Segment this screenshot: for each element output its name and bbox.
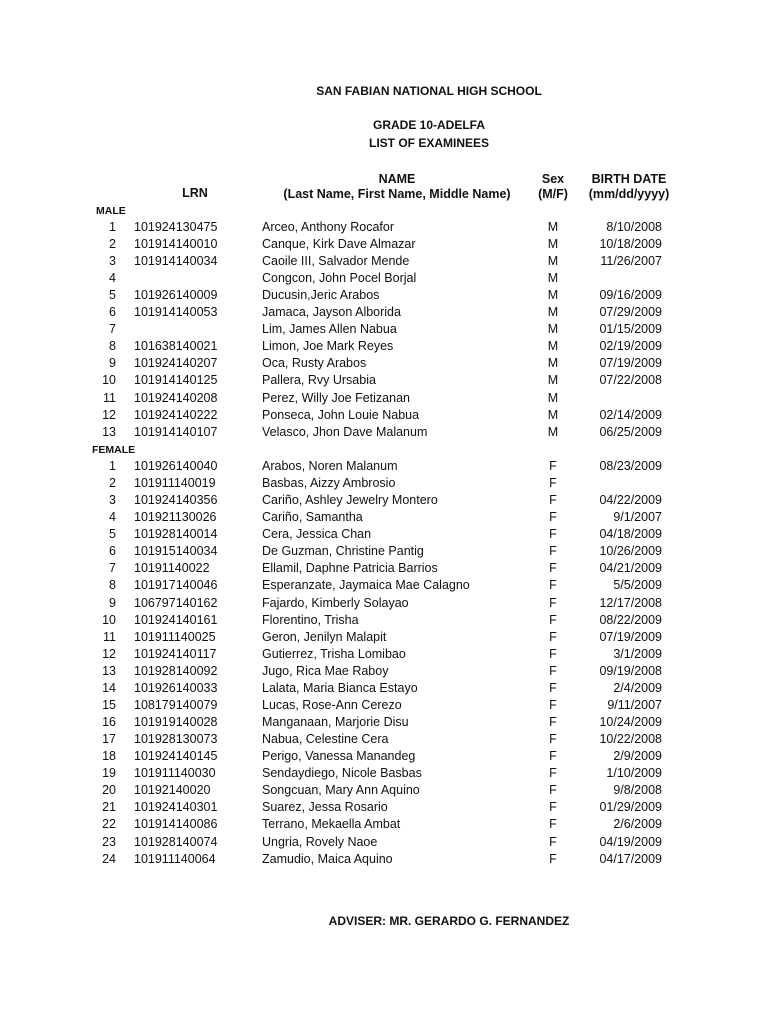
row-name: Pallera, Rvy Ursabia <box>262 373 376 388</box>
row-lrn: 101924130475 <box>134 220 218 234</box>
table-row <box>0 390 768 407</box>
row-lrn: 101921130026 <box>134 510 217 525</box>
row-sex: F <box>549 612 557 627</box>
row-lrn: 101924140117 <box>134 646 217 661</box>
row-birth-date: 9/1/2007 <box>613 510 662 525</box>
row-name: Geron, Jenilyn Malapit <box>262 629 387 644</box>
female-section-label: FEMALE <box>92 444 136 456</box>
row-sex: M <box>547 390 559 405</box>
row-name: Arceo, Anthony Rocafor <box>262 220 395 234</box>
table-row <box>0 595 768 612</box>
row-number: 2 <box>109 237 116 252</box>
row-number: 1 <box>109 220 116 234</box>
row-birth-date: 08/22/2009 <box>599 612 662 627</box>
row-lrn: 101914140010 <box>134 237 218 252</box>
row-lrn: 101917140046 <box>134 578 218 593</box>
row-birth-date: 04/21/2009 <box>599 561 662 576</box>
row-lrn: 101928140074 <box>134 834 218 849</box>
row-sex: M <box>547 305 559 320</box>
table-row <box>0 680 768 697</box>
row-number: 11 <box>103 629 116 644</box>
table-row <box>0 219 768 236</box>
row-birth-date: 9/11/2007 <box>607 697 662 712</box>
row-birth-date: 5/5/2009 <box>613 578 662 593</box>
table-row <box>0 253 768 270</box>
row-name: Nabua, Celestine Cera <box>262 732 389 747</box>
row-number: 5 <box>109 288 116 303</box>
row-number: 12 <box>102 407 116 422</box>
table-row <box>0 407 768 424</box>
row-name: Fajardo, Kimberly Solayao <box>262 595 409 610</box>
row-lrn: 101924140207 <box>134 356 218 371</box>
lrn-column-header: LRN <box>182 186 208 200</box>
table-row <box>0 338 768 355</box>
row-number: 5 <box>109 527 116 542</box>
row-number: 13 <box>102 663 116 678</box>
row-lrn: 10192140020 <box>134 783 211 798</box>
row-number: 7 <box>109 561 116 576</box>
name-column-header <box>252 172 542 202</box>
sex-header-line1: Sex <box>541 172 565 186</box>
table-row <box>0 765 768 782</box>
row-number: 3 <box>109 493 116 508</box>
row-number: 10 <box>102 612 116 627</box>
table-row <box>0 526 768 543</box>
table-row <box>0 782 768 799</box>
row-name: Cariño, Ashley Jewelry Montero <box>262 493 438 508</box>
row-lrn: 108179140079 <box>134 697 218 712</box>
row-lrn: 101926140009 <box>134 288 218 303</box>
row-lrn: 101924140301 <box>134 800 218 815</box>
row-name: Arabos, Noren Malanum <box>262 459 398 473</box>
table-row <box>0 612 768 629</box>
table-row <box>0 816 768 833</box>
row-number: 13 <box>102 424 116 439</box>
row-number: 2 <box>109 476 116 491</box>
table-row <box>0 287 768 304</box>
row-sex: M <box>547 356 559 371</box>
row-sex: F <box>549 851 557 866</box>
row-sex: M <box>547 220 559 234</box>
row-name: Zamudio, Maica Aquino <box>262 851 393 866</box>
row-lrn: 101928140014 <box>134 527 218 542</box>
row-name: Florentino, Trisha <box>262 612 359 627</box>
row-birth-date: 10/22/2008 <box>599 732 662 747</box>
row-lrn: 101914140034 <box>134 254 218 269</box>
sex-column-header <box>523 172 583 202</box>
row-lrn: 101919140028 <box>134 715 218 730</box>
row-number: 6 <box>109 544 116 559</box>
row-number: 7 <box>109 322 116 337</box>
row-number: 8 <box>109 578 116 593</box>
row-birth-date: 07/19/2009 <box>599 629 662 644</box>
row-lrn: 101911140064 <box>134 851 216 866</box>
table-row <box>0 270 768 287</box>
row-number: 6 <box>109 305 116 320</box>
male-section-label: MALE <box>96 205 126 217</box>
table-row <box>0 236 768 253</box>
sex-header-line2: (M/F) <box>538 187 568 201</box>
row-number: 10 <box>102 373 116 388</box>
row-lrn: 101928140092 <box>134 663 218 678</box>
row-name: Cera, Jessica Chan <box>262 527 372 542</box>
row-birth-date: 07/22/2008 <box>599 373 662 388</box>
row-name: Velasco, Jhon Dave Malanum <box>262 424 428 439</box>
row-sex: F <box>549 493 557 508</box>
row-sex: F <box>549 476 557 491</box>
row-lrn: 101914140125 <box>134 373 218 388</box>
row-name: Lalata, Maria Bianca Estayo <box>262 680 418 695</box>
table-row <box>0 304 768 321</box>
table-row <box>0 697 768 714</box>
birth-header-line1: BIRTH DATE <box>591 172 667 186</box>
row-lrn: 101924140222 <box>134 407 218 422</box>
row-sex: F <box>549 561 557 576</box>
row-number: 1 <box>109 459 116 473</box>
row-name: Canque, Kirk Dave Almazar <box>262 237 416 252</box>
row-sex: M <box>547 373 559 388</box>
table-row <box>0 577 768 594</box>
row-name: Songcuan, Mary Ann Aquino <box>262 783 420 798</box>
row-lrn: 101924140145 <box>134 749 218 764</box>
table-row <box>0 560 768 577</box>
table-row <box>0 509 768 526</box>
row-sex: F <box>549 595 557 610</box>
row-number: 4 <box>109 510 116 525</box>
row-name: Manganaan, Marjorie Disu <box>262 715 409 730</box>
row-sex: M <box>547 424 559 439</box>
row-name: Sendaydiego, Nicole Basbas <box>262 766 422 781</box>
row-birth-date: 01/15/2009 <box>599 322 662 337</box>
row-sex: M <box>547 254 559 269</box>
birth-date-column-header <box>579 172 679 202</box>
row-sex: F <box>549 578 557 593</box>
row-sex: M <box>547 407 559 422</box>
grade-section: GRADE 10-ADELFA <box>372 118 485 132</box>
row-number: 18 <box>102 749 116 764</box>
row-lrn: 101914140107 <box>134 424 218 439</box>
row-number: 23 <box>102 834 116 849</box>
row-name: Suarez, Jessa Rosario <box>262 800 388 815</box>
row-number: 4 <box>109 271 116 286</box>
row-birth-date: 08/23/2009 <box>599 459 662 473</box>
row-name: Oca, Rusty Arabos <box>262 356 367 371</box>
row-number: 14 <box>102 680 116 695</box>
row-birth-date: 9/8/2008 <box>613 783 662 798</box>
row-birth-date: 12/17/2008 <box>599 595 662 610</box>
name-header-line1: NAME <box>378 172 416 186</box>
row-birth-date: 07/19/2009 <box>599 356 662 371</box>
table-row <box>0 714 768 731</box>
row-name: De Guzman, Christine Pantig <box>262 544 424 559</box>
row-birth-date: 04/19/2009 <box>599 834 662 849</box>
row-birth-date: 07/29/2009 <box>599 305 662 320</box>
row-birth-date: 8/10/2008 <box>606 220 662 234</box>
row-number: 9 <box>109 356 116 371</box>
row-lrn: 106797140162 <box>134 595 218 610</box>
row-birth-date: 04/18/2009 <box>599 527 662 542</box>
row-birth-date: 09/19/2008 <box>599 663 662 678</box>
row-birth-date: 3/1/2009 <box>613 646 662 661</box>
row-name: Cariño, Samantha <box>262 510 363 525</box>
row-name: Limon, Joe Mark Reyes <box>262 339 394 354</box>
row-sex: F <box>549 663 557 678</box>
row-sex: F <box>549 697 557 712</box>
row-name: Caoile III, Salvador Mende <box>262 254 410 269</box>
row-sex: F <box>549 766 557 781</box>
row-name: Jugo, Rica Mae Raboy <box>262 663 389 678</box>
row-birth-date: 06/25/2009 <box>599 424 662 439</box>
row-number: 16 <box>102 715 116 730</box>
row-birth-date: 02/19/2009 <box>599 339 662 354</box>
row-sex: F <box>549 680 557 695</box>
row-name: Perigo, Vanessa Manandeg <box>262 749 416 764</box>
row-sex: F <box>549 783 557 798</box>
row-birth-date: 11/26/2007 <box>600 254 662 269</box>
row-name: Ponseca, John Louie Nabua <box>262 407 420 422</box>
row-sex: F <box>549 510 557 525</box>
row-name: Ungria, Rovely Naoe <box>262 834 378 849</box>
row-name: Basbas, Aizzy Ambrosio <box>262 476 396 491</box>
row-number: 21 <box>102 800 116 815</box>
row-name: Lim, James Allen Nabua <box>262 322 397 337</box>
row-number: 9 <box>109 595 116 610</box>
table-row <box>0 321 768 338</box>
row-number: 15 <box>102 697 116 712</box>
row-lrn: 101911140025 <box>134 629 216 644</box>
table-row <box>0 834 768 851</box>
row-sex: F <box>549 527 557 542</box>
adviser-name: ADVISER: MR. GERARDO G. FERNANDEZ <box>328 914 570 928</box>
table-row <box>0 372 768 389</box>
table-row <box>0 748 768 765</box>
row-birth-date: 2/9/2009 <box>613 749 662 764</box>
row-name: Gutierrez, Trisha Lomibao <box>262 646 406 661</box>
row-sex: F <box>549 629 557 644</box>
name-header-line2: (Last Name, First Name, Middle Name) <box>283 187 511 201</box>
row-lrn: 101914140086 <box>134 817 218 832</box>
birth-header-line2: (mm/dd/yyyy) <box>588 187 670 201</box>
row-lrn: 101914140053 <box>134 305 218 320</box>
row-birth-date: 01/29/2009 <box>599 800 662 815</box>
row-lrn: 101911140019 <box>134 476 216 491</box>
row-sex: M <box>547 271 559 286</box>
row-birth-date: 09/16/2009 <box>599 288 662 303</box>
row-sex: F <box>549 732 557 747</box>
row-lrn: 101926140040 <box>134 459 218 473</box>
row-birth-date: 1/10/2009 <box>606 766 662 781</box>
row-birth-date: 10/26/2009 <box>599 544 662 559</box>
row-number: 8 <box>109 339 116 354</box>
table-row <box>0 424 768 441</box>
row-number: 24 <box>102 851 116 866</box>
table-row <box>0 475 768 492</box>
table-row <box>0 629 768 646</box>
table-row <box>0 731 768 748</box>
table-row <box>0 851 768 868</box>
row-birth-date: 04/22/2009 <box>599 493 662 508</box>
row-number: 3 <box>109 254 116 269</box>
row-lrn: 101924140208 <box>134 390 218 405</box>
table-row <box>0 799 768 816</box>
row-name: Ellamil, Daphne Patricia Barrios <box>262 561 438 576</box>
row-sex: M <box>547 322 559 337</box>
row-name: Jamaca, Jayson Alborida <box>262 305 401 320</box>
row-sex: F <box>549 646 557 661</box>
row-sex: M <box>547 237 559 252</box>
row-lrn: 101911140030 <box>134 766 216 781</box>
row-lrn: 101638140021 <box>134 339 218 354</box>
row-birth-date: 02/14/2009 <box>599 407 662 422</box>
row-sex: F <box>549 715 557 730</box>
row-sex: F <box>549 834 557 849</box>
table-row <box>0 355 768 372</box>
row-sex: F <box>549 544 557 559</box>
row-number: 19 <box>102 766 116 781</box>
row-lrn: 101924140161 <box>134 612 218 627</box>
list-title: LIST OF EXAMINEES <box>368 136 489 150</box>
school-name: SAN FABIAN NATIONAL HIGH SCHOOL <box>316 84 542 98</box>
row-lrn: 101924140356 <box>134 493 218 508</box>
row-number: 12 <box>102 646 116 661</box>
row-name: Perez, Willy Joe Fetizanan <box>262 390 410 405</box>
table-row <box>0 492 768 509</box>
row-name: Congcon, John Pocel Borjal <box>262 271 417 286</box>
row-birth-date: 10/24/2009 <box>599 715 662 730</box>
row-number: 17 <box>102 732 116 747</box>
row-birth-date: 04/17/2009 <box>599 851 662 866</box>
table-row <box>0 663 768 680</box>
table-row <box>0 543 768 560</box>
row-sex: F <box>549 817 557 832</box>
row-birth-date: 10/18/2009 <box>599 237 662 252</box>
row-name: Esperanzate, Jaymaica Mae Calagno <box>262 578 470 593</box>
row-lrn: 101928130073 <box>134 732 218 747</box>
row-number: 22 <box>102 817 116 832</box>
row-sex: F <box>549 459 557 473</box>
row-sex: F <box>549 800 557 815</box>
row-sex: F <box>549 749 557 764</box>
row-number: 11 <box>103 390 116 405</box>
row-number: 20 <box>102 783 116 798</box>
row-name: Lucas, Rose-Ann Cerezo <box>262 697 402 712</box>
row-name: Terrano, Mekaella Ambat <box>262 817 401 832</box>
row-lrn: 101915140034 <box>134 544 218 559</box>
row-birth-date: 2/4/2009 <box>613 680 662 695</box>
row-lrn: 10191140022 <box>134 561 210 576</box>
table-row <box>0 458 768 475</box>
row-sex: M <box>547 288 559 303</box>
row-birth-date: 2/6/2009 <box>613 817 662 832</box>
table-row <box>0 646 768 663</box>
row-sex: M <box>547 339 559 354</box>
row-lrn: 101926140033 <box>134 680 218 695</box>
row-name: Ducusin,Jeric Arabos <box>262 288 380 303</box>
